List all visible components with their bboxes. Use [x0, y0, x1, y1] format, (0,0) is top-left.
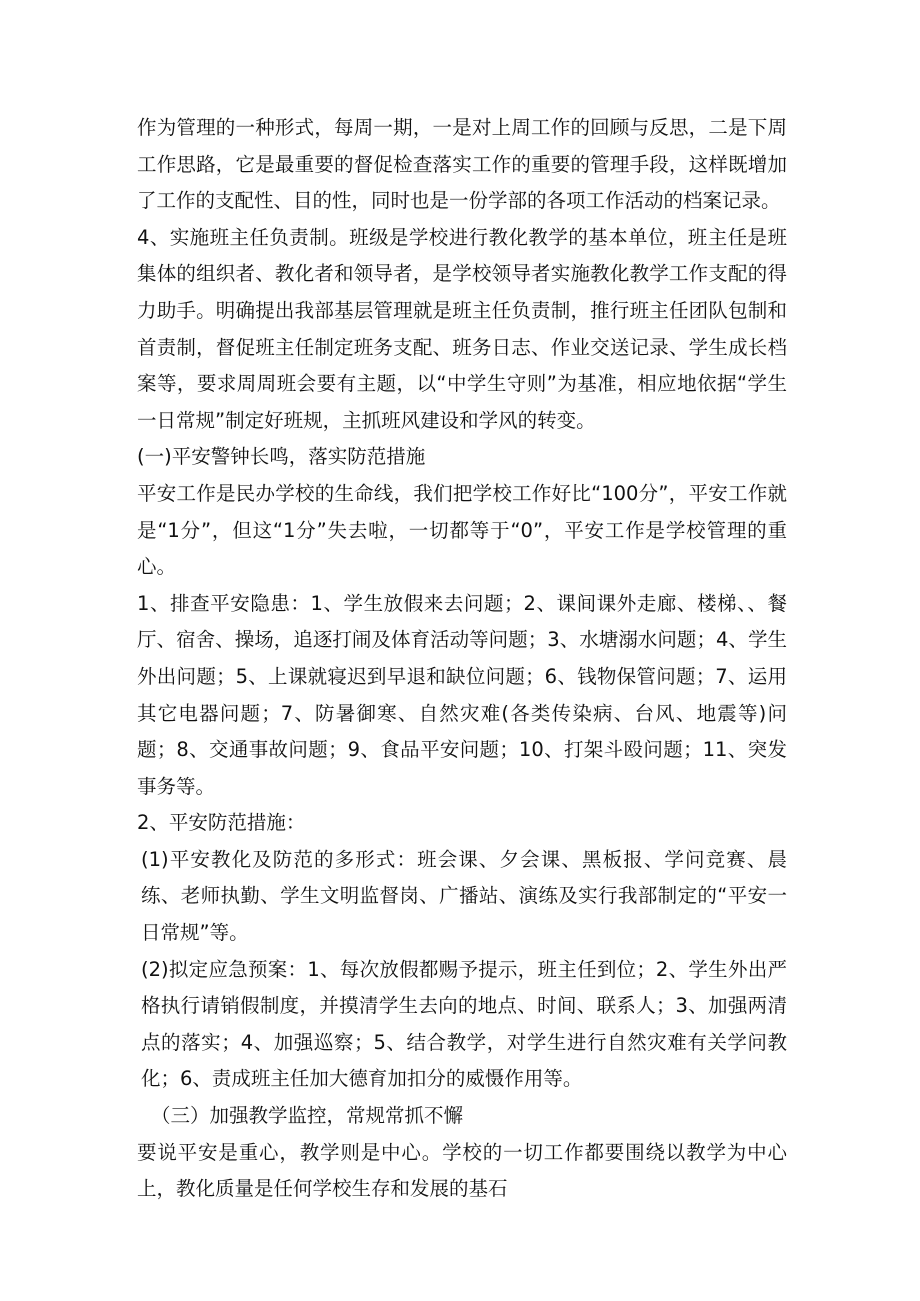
section-heading-safety: (一)平安警钟长鸣，落实防范措施	[137, 445, 426, 469]
paragraph-weekly-report: 作为管理的一种形式，每周一期，一是对上周工作的回顾与反思，二是下周工作思路，它是最重要的督促检查落实工作的重要的管理手段，这样既增加了工作的支配性、目的性，同时也是一份学部的各项工作活动的档案记录。	[137, 116, 787, 213]
section-heading-teaching: （三）加强教学监控，常规常抓不懈	[151, 1104, 464, 1128]
paragraph-safety-education: (1)平安教化及防范的多形式：班会课、夕会课、黑板报、学问竞赛、晨练、老师执勤、学生文明监督岗、广播站、演练及实行我部制定的“平安一日常规”等。	[141, 847, 787, 945]
paragraph-safety-measures-heading: 2、平安防范措施：	[137, 811, 306, 835]
paragraph-emergency-plan: (2)拟定应急预案：1、每次放假都赐予提示，班主任到位；2、学生外出严格执行请销假制度，并摸清学生去向的地点、时间、联系人；3、加强两清点的落实；4、加强巡察；5、结合教学，对学生进行自然灾难有关学问教化；6、责成班主任加大德育加扣分的威慑作用等。	[141, 957, 787, 1091]
paragraph-teaching-center: 要说平安是重心，教学则是中心。学校的一切工作都要围绕以教学为中心上，教化质量是任何学校生存和发展的基石	[137, 1140, 787, 1201]
document-body	[137, 110, 787, 1208]
paragraph-head-teacher-responsibility: 4、实施班主任负责制。班级是学校进行教化教学的基本单位，班主任是班集体的组织者、教化者和领导者，是学校领导者实施教化教学工作支配的得力助手。明确提出我部基层管理就是班主任负责制，推行班主任团队包制和首责制，督促班主任制定班务支配、班务日志、作业交送记录、学生成长档案等，要求周周班会要有主题，以“中学生守则”为基准，相应地依据“学生一日常规”制定好班规，主抓班风建设和学风的转变。	[137, 225, 787, 432]
paragraph-safety-hazards: 1、排查平安隐患：1、学生放假来去问题；2、课间课外走廊、楼梯、、餐厅、宿舍、操场，追逐打闹及体育活动等问题；3、水塘溺水问题；4、学生外出问题；5、上课就寝迟到早退和缺位问题；6、钱物保管问题；7、运用其它电器问题；7、防暑御寒、自然灾难(各类传染病、台风、地震等)问题；8、交通事故问题；9、食品平安问题；10、打架斗殴问题；11、突发事务等。	[137, 591, 787, 798]
paragraph-safety-lifeline: 平安工作是民办学校的生命线，我们把学校工作好比“100分”，平安工作就是“1分”，但这“1分”失去啦，一切都等于“0”，平安工作是学校管理的重心。	[137, 481, 787, 579]
